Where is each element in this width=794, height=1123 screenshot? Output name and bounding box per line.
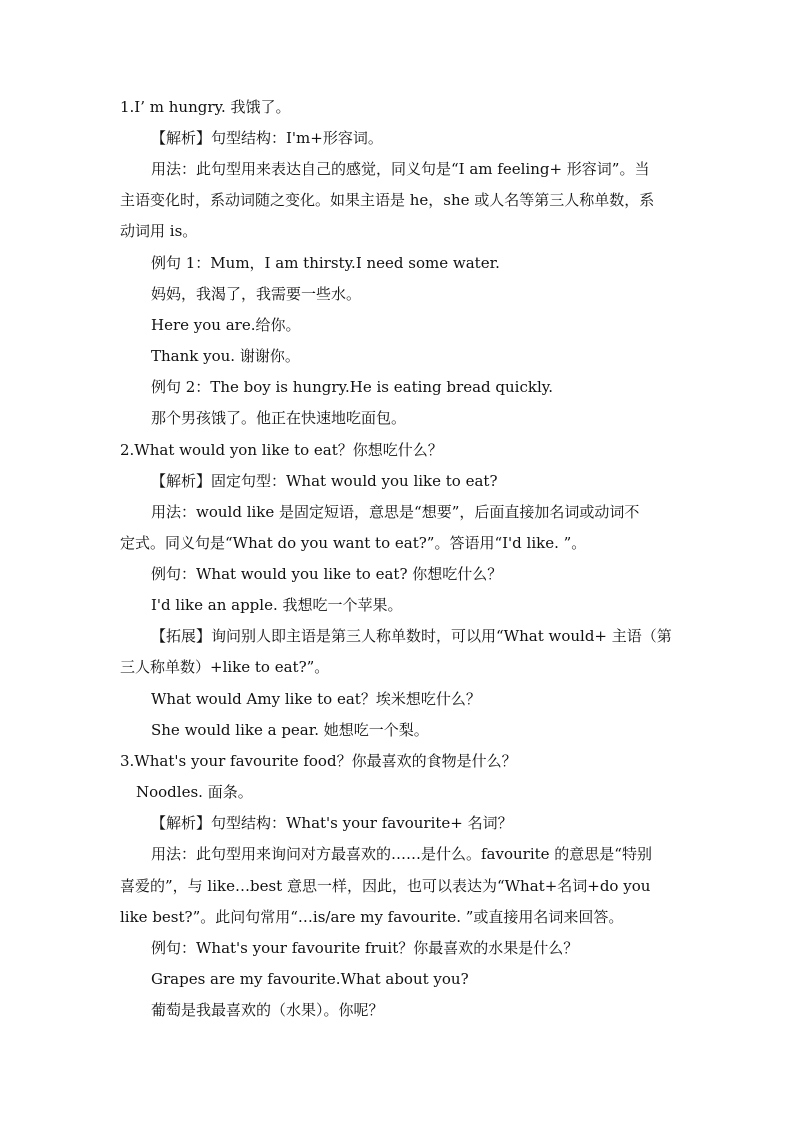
example-3-answer: I'd like an apple. 我想吃一个苹果。 bbox=[151, 596, 403, 614]
item-1-heading: 1.I’ m hungry. 我饿了。 bbox=[120, 98, 291, 116]
example-1-translation: 妈妈，我渴了，我需要一些水。 bbox=[151, 285, 362, 303]
analysis-2: 【解析】固定句型：What would you like to eat? bbox=[151, 472, 498, 490]
analysis-3: 【解析】句型结构：What's your favourite+ 名词？ bbox=[151, 814, 513, 832]
example-4: 例句：What's your favourite fruit？你最喜欢的水果是什么？ bbox=[151, 939, 579, 957]
usage-2-line-1: 用法：would like 是固定短语，意思是“想要”，后面直接加名词或动词不 bbox=[151, 503, 640, 521]
extension-line-1: 【拓展】询问别人即主语是第三人称单数时，可以用“What would+ 主语（第 bbox=[151, 627, 672, 645]
analysis-1: 【解析】句型结构：I'm+形容词。 bbox=[151, 129, 383, 147]
usage-1-line-2: 主语变化时，系动词随之变化。如果主语是 he，she 或人名等第三人称单数，系 bbox=[120, 191, 655, 209]
usage-2-line-2: 定式。同义句是“What do you want to eat?”。答语用“I'd like. ”。 bbox=[120, 534, 587, 552]
usage-1-line-1: 用法：此句型用来表达自己的感觉，同义句是“I am feeling+ 形容词”。当 bbox=[151, 160, 650, 178]
example-3: 例句：What would you like to eat? 你想吃什么？ bbox=[151, 565, 503, 583]
item-3-answer: Noodles. 面条。 bbox=[136, 783, 253, 801]
item-3-heading: 3.What's your favourite food？你最喜欢的食物是什么？ bbox=[120, 752, 517, 770]
extension-answer: She would like a pear. 她想吃一个梨。 bbox=[151, 721, 429, 739]
example-1-thanks: Thank you. 谢谢你。 bbox=[151, 347, 300, 365]
item-2-heading: 2.What would yon like to eat？你想吃什么？ bbox=[120, 441, 443, 459]
usage-3-line-3: like best?”。此问句常用“…is/are my favourite. ”或直接用名词来回答。 bbox=[120, 908, 624, 926]
usage-1-line-3: 动词用 is。 bbox=[120, 222, 198, 240]
example-1: 例句 1：Mum，I am thirsty.I need some water. bbox=[151, 254, 500, 272]
example-2-translation: 那个男孩饿了。他正在快速地吃面包。 bbox=[151, 409, 407, 427]
example-2: 例句 2：The boy is hungry.He is eating bread quickly. bbox=[151, 378, 553, 396]
usage-3-line-1: 用法：此句型用来询问对方最喜欢的……是什么。favourite 的意思是“特别 bbox=[151, 845, 652, 863]
usage-3-line-2: 喜爱的”，与 like…best 意思一样，因此，也可以表达为“What+名词+do you bbox=[120, 877, 651, 895]
example-4-answer: Grapes are my favourite.What about you? bbox=[151, 970, 469, 988]
extension-example: What would Amy like to eat？埃米想吃什么？ bbox=[151, 690, 481, 708]
example-4-translation: 葡萄是我最喜欢的（水果）。你呢？ bbox=[151, 1001, 384, 1019]
extension-line-2: 三人称单数）+like to eat?”。 bbox=[120, 658, 330, 676]
example-1-reply: Here you are.给你。 bbox=[151, 316, 301, 334]
